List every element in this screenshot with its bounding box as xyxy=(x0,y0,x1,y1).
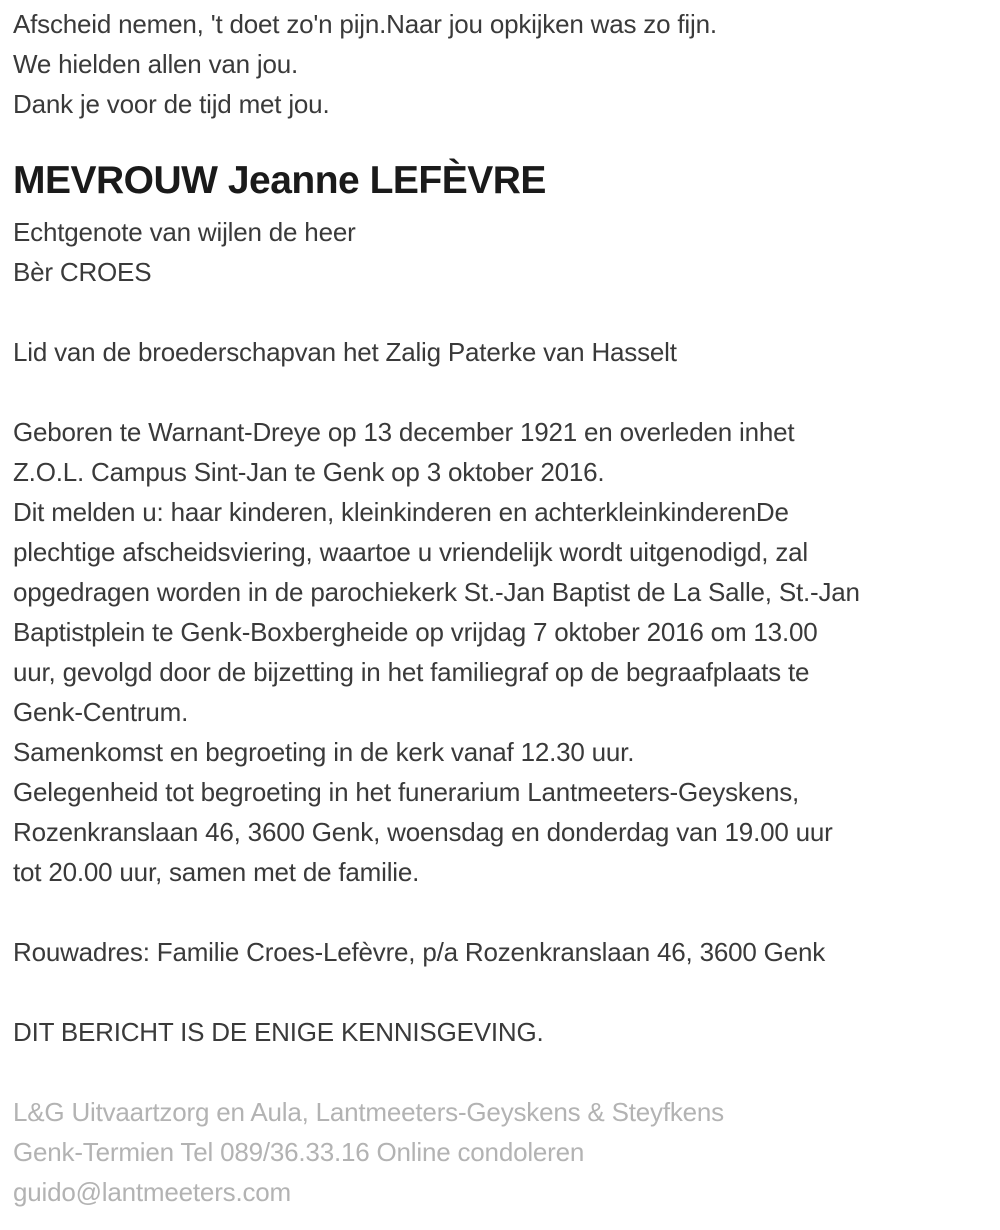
notice-statement: DIT BERICHT IS DE ENIGE KENNISGEVING. xyxy=(13,1017,544,1047)
body-line: uur, gevolgd door de bijzetting in het familiegraf op de begraafplaats te xyxy=(13,657,810,687)
footer-line: L&G Uitvaartzorg en Aula, Lantmeeters-Geyskens & Steyfkens xyxy=(13,1097,724,1127)
relation-line: Echtgenote van wijlen de heer xyxy=(13,217,356,247)
verse-line: Afscheid nemen, 't doet zo'n pijn.Naar jou opkijken was zo fijn. xyxy=(13,9,717,39)
body-line: Rozenkranslaan 46, 3600 Genk, woensdag en donderdag van 19.00 uur xyxy=(13,817,833,847)
body-line: Z.O.L. Campus Sint-Jan te Genk op 3 oktober 2016. xyxy=(13,457,605,487)
body-line: opgedragen worden in de parochiekerk St.-Jan Baptist de La Salle, St.-Jan xyxy=(13,577,860,607)
notice-body xyxy=(13,412,988,892)
opening-verse xyxy=(13,4,988,124)
relation-line: Bèr CROES xyxy=(13,257,152,287)
funeral-home-footer xyxy=(13,1092,988,1212)
verse-line: We hielden allen van jou. xyxy=(13,49,299,79)
relation-block xyxy=(13,212,988,292)
body-line: tot 20.00 uur, samen met de familie. xyxy=(13,857,420,887)
deceased-name: MEVROUW Jeanne LEFÈVRE xyxy=(13,159,546,202)
body-line: plechtige afscheidsviering, waartoe u vriendelijk wordt uitgenodigd, zal xyxy=(13,537,808,567)
footer-line: Genk-Termien Tel 089/36.33.16 Online condoleren xyxy=(13,1137,585,1167)
verse-line: Dank je voor de tijd met jou. xyxy=(13,89,330,119)
body-line: Samenkomst en begroeting in de kerk vanaf 12.30 uur. xyxy=(13,737,635,767)
footer-line: guido@lantmeeters.com xyxy=(13,1177,291,1207)
body-line: Baptistplein te Genk-Boxbergheide op vrijdag 7 oktober 2016 om 13.00 xyxy=(13,617,818,647)
membership-line: Lid van de broederschapvan het Zalig Paterke van Hasselt xyxy=(13,337,677,367)
mourning-address: Rouwadres: Familie Croes-Lefèvre, p/a Rozenkranslaan 46, 3600 Genk xyxy=(13,937,826,967)
body-line: Geboren te Warnant-Dreye op 13 december 1921 en overleden inhet xyxy=(13,417,795,447)
body-line: Genk-Centrum. xyxy=(13,697,189,727)
body-line: Dit melden u: haar kinderen, kleinkinderen en achterkleinkinderenDe xyxy=(13,497,789,527)
body-line: Gelegenheid tot begroeting in het funerarium Lantmeeters-Geyskens, xyxy=(13,777,800,807)
